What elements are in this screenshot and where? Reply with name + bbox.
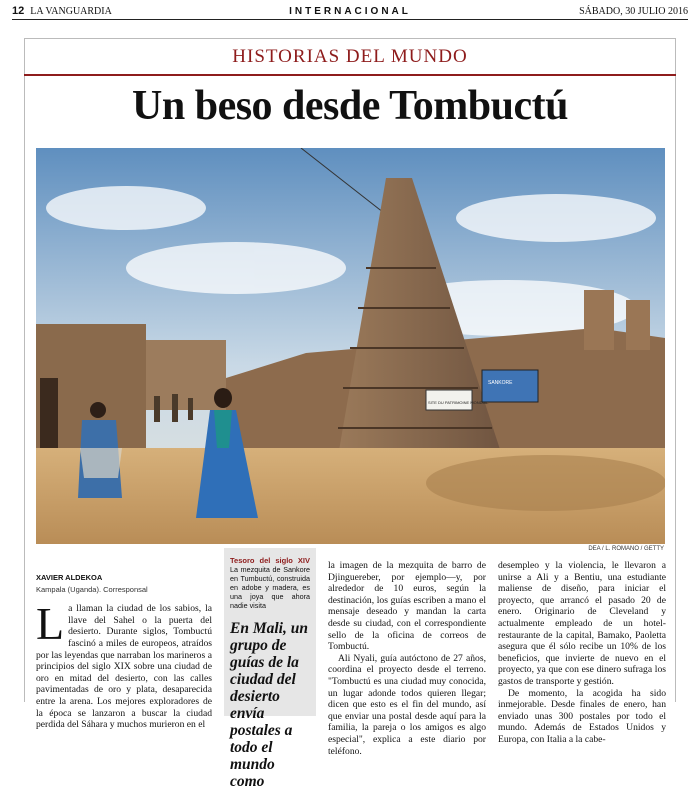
column-1-text: a llaman la ciudad de los sabios, la llave del Sahel o la puerta del desierto. Durante siglos, Tombuctú fascinó a miles de europeos, atraídos por las leyendas que narraban los marineros a principios del siglo XIX sobre una ciudad de oro en mitad del desierto, con las calles pavimentadas de oro y plata, desaparecida entre la arena. Los mejores exploradores de la época se lanzaron a buscar la ciudad perdida del Sáhara y muchos murieron en el (36, 603, 212, 731)
masthead-bar (12, 4, 688, 18)
author-location: Kampala (Uganda). Corresponsal (36, 584, 148, 594)
pull-quote: En Mali, un grupo de guías de la ciudad del desierto envía postales a todo el mundo como (230, 620, 308, 790)
photo-credit: DEA / L. ROMANO / GETTY (588, 546, 664, 552)
heritage-sign-text: SITE DU PATRIMOINE MONDIAL (428, 400, 489, 405)
column-4-paragraph-2: De momento, la acogida ha sido inmejorable. Desde finales de enero, han enviado unas 300 postales por todo el mundo. Además de Estados Unidos y Europa, con Italia a la cabe- (498, 687, 666, 745)
mosque-photo (36, 148, 665, 544)
masthead-rule (12, 19, 688, 20)
column-4 (498, 560, 666, 746)
column-3-paragraph-2: Ali Nyali, guía autóctono de 27 años, coordina el proyecto desde el terreno. "Tombuctú es una ciudad muy conocida, un lugar adonde todos quieren llegar; dicen que esto es el fin del mundo, así que enviar una postal desde aquí para la familia, la pareja o los amigos es algo especial", explica a este diario por teléfono. (328, 652, 486, 757)
drop-cap: L (36, 598, 65, 650)
page-number: 12 (12, 5, 25, 17)
wall-turret (584, 290, 614, 350)
blue-sign-text: SANKORE (488, 380, 513, 386)
author-name: XAVIER ALDEKOA (36, 573, 103, 582)
wall-turret-2 (626, 300, 650, 350)
sidebar-box (224, 548, 316, 790)
publication-date: SÁBADO, 30 JULIO 2016 (579, 5, 688, 17)
masthead-left (12, 5, 112, 17)
column-1 (36, 560, 212, 731)
kicker: HISTORIAS DEL MUNDO (232, 46, 468, 67)
photo-caption (230, 556, 310, 610)
caption-text: La mezquita de Sankore en Tumbuctú, construida en adobe y madera, es una joya que ahora nadie visita (230, 565, 310, 610)
caption-title: Tesoro del siglo XIV (230, 556, 310, 565)
sidebar (224, 548, 316, 790)
column-3-paragraph-1: la imagen de la mezquita de barro de Djinguereber, por ejemplo—y, por alrededor de 10 euros, según la destinación, los guías escriben a mano el mensaje deseado y mandan la carta desde su ciudad, con el correspondiente sello de la oficina de correos de Tombuctú. (328, 560, 486, 653)
paper-name: LA VANGUARDIA (30, 6, 112, 17)
blue-sign (482, 370, 538, 402)
section-name: INTERNACIONAL (289, 5, 411, 17)
column-4-paragraph-1: desempleo y la violencia, le llevaron a unirse a Ali y a Bentiu, una estudiante maliense de diseño, para iniciar el proyecto, que arrancó el pasado 20 de enero. Originario de Cleveland y actualmente empleado de un hotel-restaurante de la capital, Bamako, Paoletta asegura que él sólo recibe un 10% de los beneficios, que invierte de nuevo en el proyecto, ya que con ese dinero sufraga los gastos de transporte y gestión. (498, 560, 666, 687)
headline: Un beso desde Tombuctú (132, 83, 568, 129)
column-3 (328, 560, 486, 757)
kicker-rule (24, 74, 676, 76)
rubble-mound (426, 455, 665, 511)
